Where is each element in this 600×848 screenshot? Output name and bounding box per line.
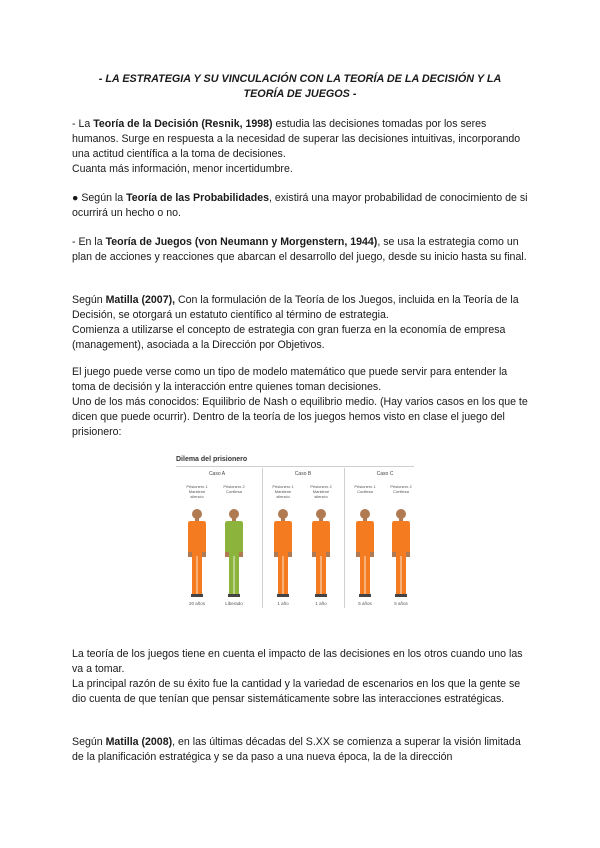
prisoner-figure [391,508,411,598]
prisoner-label [268,484,298,499]
prisoner-figure [273,508,293,598]
page-title [72,72,528,102]
prisoner-name: Prisionero 2 [223,484,245,489]
prisoner-action: Confiesa [357,489,373,494]
sentence-label: 5 años [358,601,372,606]
p3-intro: - En la [72,236,106,248]
p2-body: , existirá una mayor probabilidad de conocimiento de si ocurrirá un hecho o no. [72,192,528,219]
p4-body: Con la formulación de la Teoría de los Juegos, incluida en la Teoría de la Decisión, se otorgará un estatuto científico al término de estrategia. [72,294,519,321]
case-divider [344,468,345,608]
prisoner-label [386,484,416,494]
prisoner-label [219,484,249,494]
prisoner-figure [187,508,207,598]
figure-title-rule [176,466,414,467]
prisoner-label [306,484,336,499]
prisoner-name: Prisionero 2 [390,484,412,489]
prisoner-label [350,484,380,494]
sentence-label: 5 años [394,601,408,606]
paragraph-matilla-2008 [72,735,530,765]
prisoners-dilemma-figure [172,454,418,612]
p7-body: , en las últimas décadas del S.XX se comienza a superar la visión limitada de la planificación estratégica y se da paso a una nueva época, la de la dirección [72,736,521,763]
p7-author: Matilla (2008) [105,736,173,748]
p3-body: , se usa la estrategia como un plan de acciones y reacciones que abarcan el desarrollo del juego, desde su inicio hasta su final. [72,236,527,263]
prisoner-action: Confiesa [393,489,409,494]
p3-term: Teoría de Juegos (von Neumann y Morgenstern, 1944) [105,236,378,248]
prisoner-name: Prisionero 1 [354,484,376,489]
case-label: Caso C [376,471,394,477]
p1-body: estudia las decisiones tomadas por los seres humanos. Surge en respuesta a la necesidad de superar las decisiones intuitivas, incorporando una actitud científica a la toma de decisiones. [72,118,521,160]
case-label: Caso B [294,471,312,477]
prisoner-action: Mantiene silencio [188,489,206,499]
paragraph-decision-theory [72,117,530,177]
p4-intro: Según [72,294,106,306]
paragraph-nash [72,365,530,440]
p4-author: Matilla (2007), [105,294,176,306]
prisoner-label [182,484,212,499]
p5-model: El juego puede verse como un tipo de modelo matemático que puede servir para entender la toma de decisión y la interacción entre quienes toman decisiones. [72,366,508,393]
paragraph-matilla-2007 [72,293,530,353]
p4-management: Comienza a utilizarse el concepto de estrategia con gran fuerza en la economía de empresa (management), asociada a la Dirección por Objetivos. [72,324,506,351]
p1-term: Teoría de la Decisión (Resnik, 1998) [93,118,273,130]
p2-term: Teoría de las Probabilidades [126,192,269,204]
prisoner-action: Mantiene silencio [274,489,292,499]
sentence-label: 1 año [277,601,289,606]
prisoner-name: Prisionero 1 [272,484,294,489]
p6-success: La principal razón de su éxito fue la cantidad y la variedad de escenarios en los que la gente se dio cuenta de que tenían que pensar sistemáticamente sobre las interacciones estratégicas. [72,678,521,705]
paragraph-impact [72,647,530,707]
case-label: Caso A [208,471,226,477]
prisoner-name: Prisionero 1 [186,484,208,489]
prisoner-figure [355,508,375,598]
prisoner-figure [311,508,331,598]
p2-intro: ● Según la [72,192,127,204]
prisoner-name: Prisionero 2 [310,484,332,489]
paragraph-probability-theory [72,191,530,221]
p7-intro: Según [72,736,106,748]
p1-intro: - La [72,118,94,130]
sentence-label: 20 años [188,601,205,606]
p1-conclusion: Cuanta más información, menor incertidumbre. [72,163,293,175]
p6-impact: La teoría de los juegos tiene en cuenta el impacto de las decisiones en los otros cuando uno las va a tomar. [72,648,523,675]
title-line-2: TEORÍA DE JUEGOS - [243,88,357,100]
paragraph-game-theory [72,235,530,265]
sentence-label: 1 año [315,601,327,606]
sentence-label: Liberado [225,601,243,606]
title-line-1: - LA ESTRATEGIA Y SU VINCULACIÓN CON LA TEORÍA DE LA DECISIÓN Y LA [98,73,502,85]
figure-title: Dilema del prisionero [176,456,248,463]
case-divider [262,468,263,608]
prisoner-action: Confiesa [226,489,242,494]
prisoner-figure [224,508,244,598]
prisoner-action: Mantiene silencio [312,489,330,499]
p5-nash: Uno de los más conocidos: Equilibrio de Nash o equilibrio medio. (Hay varios casos en los que te dicen que puede ocurrir). Dentro de la teoría de los juegos hemos visto en clase el juego del prisionero: [72,396,528,438]
